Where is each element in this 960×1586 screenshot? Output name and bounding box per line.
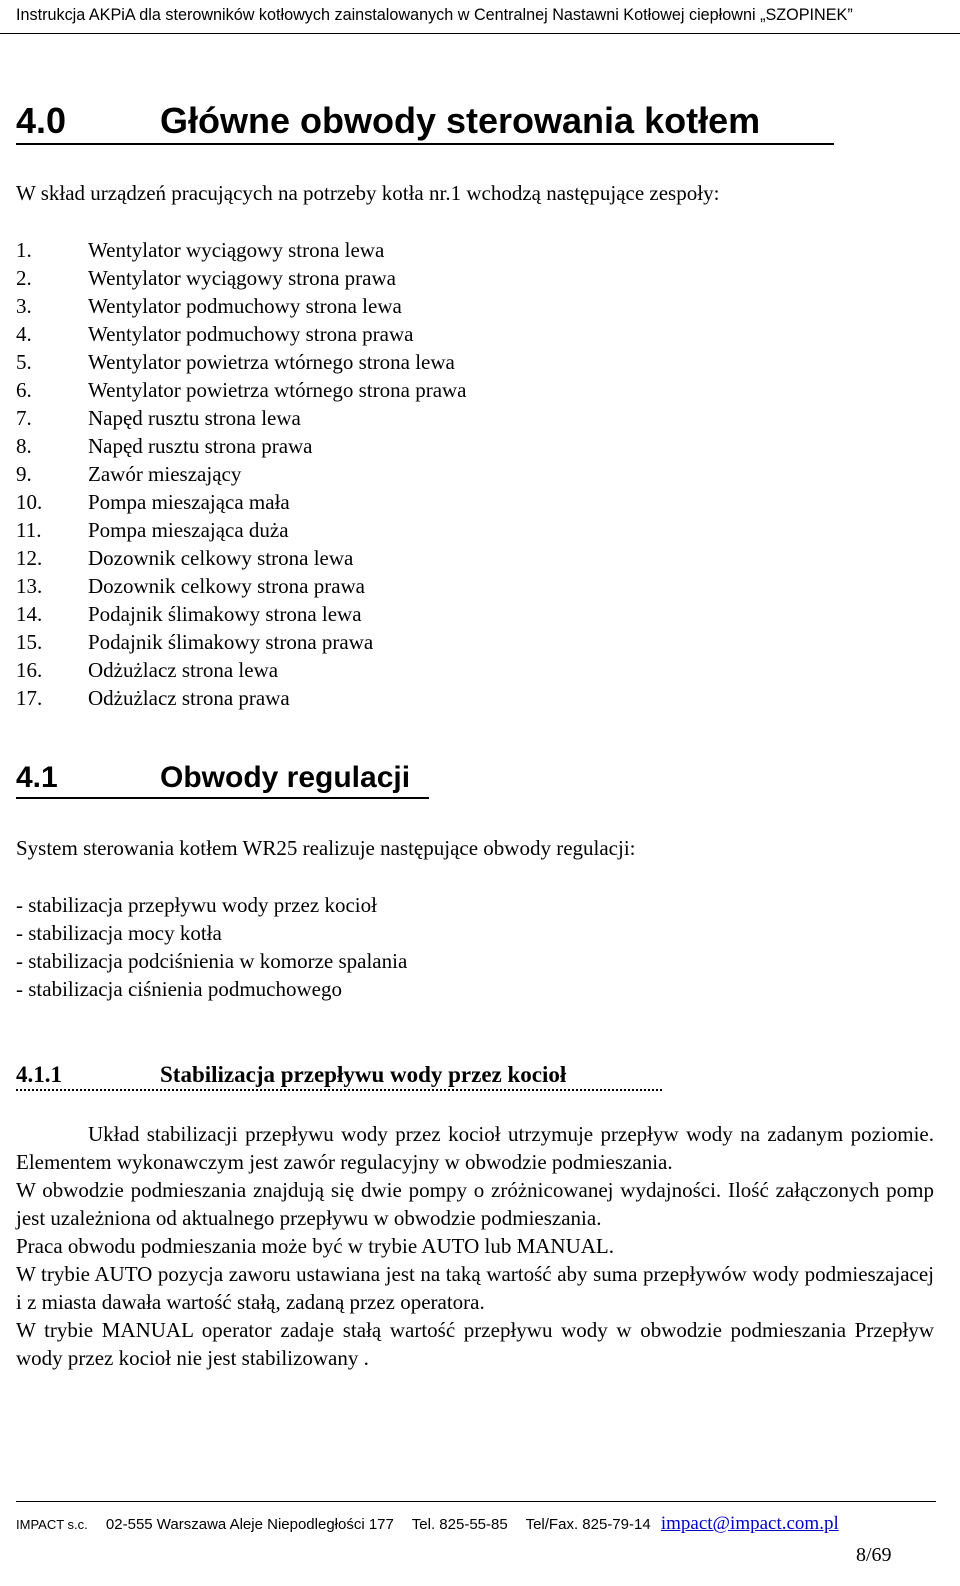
list-item-number: 2. [16, 266, 32, 290]
footer-telfax: Tel/Fax. 825-79-14 [525, 1516, 651, 1533]
list-item-number: 9. [16, 462, 32, 486]
list-item-number: 8. [16, 434, 32, 458]
list-item-text: Wentylator wyciągowy strona prawa [88, 266, 396, 290]
paragraph: W trybie MANUAL operator zadaje stałą wartość przepływu wody w obwodzie podmieszania Przepływ wody przez kocioł nie jest stabilizowany . [16, 1318, 934, 1370]
list-item-text: Napęd rusztu strona prawa [88, 434, 313, 458]
section-intro: System sterowania kotłem WR25 realizuje następujące obwody regulacji: [16, 836, 636, 860]
section-number: 4.1.1 [16, 1062, 62, 1087]
document-footer [16, 1513, 839, 1535]
list-item-number: 6. [16, 378, 32, 402]
list-item-text: Wentylator wyciągowy strona lewa [88, 238, 385, 262]
list-item-number: 4. [16, 322, 32, 346]
section-title: Obwody regulacji [160, 761, 411, 794]
list-item-number: 1. [16, 238, 32, 262]
document-header: Instrukcja AKPiA dla sterowników kotłowych zainstalowanych w Centralnej Nastawni Kotłowej ciepłowni „SZOPINEK” [16, 6, 853, 24]
list-item-number: 17. [16, 686, 43, 710]
list-item-number: 3. [16, 294, 32, 318]
section-heading-4-1 [16, 761, 410, 795]
list-item-text: Odżużlacz strona prawa [88, 686, 290, 710]
list-item-text: Pompa mieszająca duża [88, 518, 289, 542]
list-item-number: 5. [16, 350, 32, 374]
list-item-text: Dozownik celkowy strona lewa [88, 546, 354, 570]
footer-tel: Tel. 825-55-85 [411, 1516, 508, 1533]
section-intro: W skład urządzeń pracujących na potrzeby kotła nr.1 wchodzą następujące zespoły: [16, 181, 720, 205]
list-item-text: Podajnik ślimakowy strona lewa [88, 602, 362, 626]
section-heading-4-0 [16, 100, 760, 142]
list-item-number: 16. [16, 658, 43, 682]
heading-underline [16, 797, 429, 799]
list-item-text: Pompa mieszająca mała [88, 490, 290, 514]
section-body [16, 1120, 934, 1372]
list-item-number: 12. [16, 546, 43, 570]
control-loop-list [16, 891, 407, 1003]
list-item-text: Zawór mieszający [88, 462, 242, 486]
section-number: 4.1 [16, 761, 58, 794]
list-item-text: Napęd rusztu strona lewa [88, 406, 301, 430]
paragraph: Układ stabilizacji przepływu wody przez kocioł utrzymuje przepływ wody na zadanym poziomie. Elementem wykonawczym jest zawór regulacyjny w obwodzie podmieszania. [16, 1122, 934, 1174]
header-rule [0, 33, 960, 34]
list-item-text: Wentylator powietrza wtórnego strona prawa [88, 378, 467, 402]
list-item: - stabilizacja ciśnienia podmuchowego [16, 977, 342, 1001]
list-item-text: Odżużlacz strona lewa [88, 658, 279, 682]
list-item-number: 7. [16, 406, 32, 430]
footer-company: IMPACT s.c. [16, 1517, 88, 1532]
list-item: - stabilizacja przepływu wody przez kocioł [16, 893, 377, 917]
list-item-number: 14. [16, 602, 43, 626]
section-title: Główne obwody sterowania kotłem [160, 100, 761, 141]
list-item-text: Dozownik celkowy strona prawa [88, 574, 365, 598]
paragraph: Praca obwodu podmieszania może być w trybie AUTO lub MANUAL. [16, 1234, 614, 1258]
heading-underline [16, 143, 834, 145]
list-item-number: 10. [16, 490, 43, 514]
paragraph: W obwodzie podmieszania znajdują się dwie pompy o zróżnicowanej wydajności. Ilość załączonych pomp jest uzależniona od aktualnego przepływu w obwodzie podmieszania. [16, 1178, 934, 1230]
list-item-number: 15. [16, 630, 43, 654]
list-item-text: Wentylator powietrza wtórnego strona lewa [88, 350, 455, 374]
list-item-text: Wentylator podmuchowy strona lewa [88, 294, 402, 318]
section-heading-4-1-1 [16, 1062, 566, 1088]
page-number: 8/69 [856, 1544, 892, 1566]
paragraph: W trybie AUTO pozycja zaworu ustawiana jest na taką wartość aby suma przepływów wody podmieszajacej i z miasta dawała wartość stałą, zadaną przez operatora. [16, 1262, 934, 1314]
footer-email-link[interactable]: impact@impact.com.pl [660, 1513, 839, 1534]
list-item: - stabilizacja mocy kotła [16, 921, 222, 945]
section-number: 4.0 [16, 100, 67, 141]
footer-address: 02-555 Warszawa Aleje Niepodległości 177 [105, 1516, 394, 1533]
section-title: Stabilizacja przepływu wody przez kocioł [160, 1062, 567, 1087]
list-item-text: Podajnik ślimakowy strona prawa [88, 630, 374, 654]
heading-underline [16, 1089, 662, 1091]
list-item: - stabilizacja podciśnienia w komorze spalania [16, 949, 408, 973]
list-item-number: 11. [16, 518, 42, 542]
footer-rule [16, 1501, 936, 1502]
list-item-number: 13. [16, 574, 43, 598]
list-item-text: Wentylator podmuchowy strona prawa [88, 322, 414, 346]
